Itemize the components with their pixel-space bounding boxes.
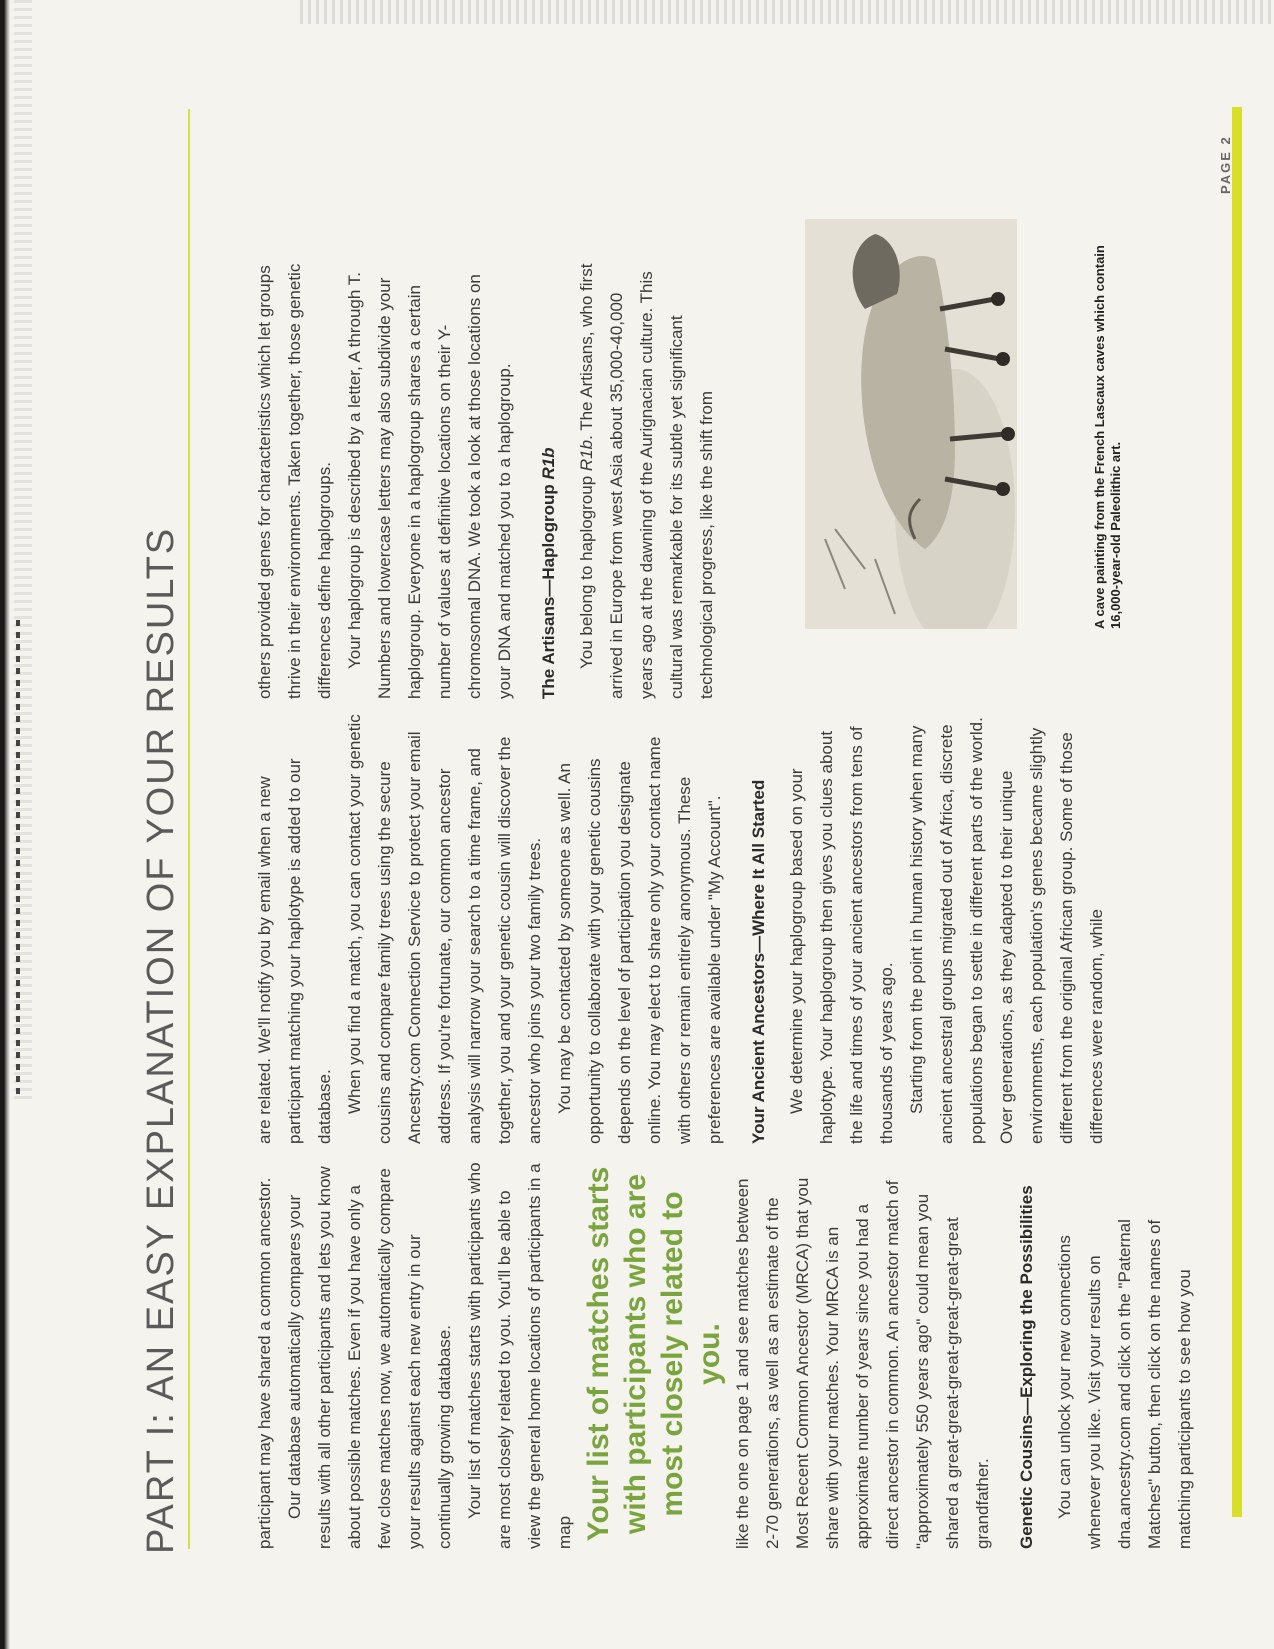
cave-painting-drawing <box>805 219 1017 629</box>
page-title: PART I: AN EASY EXPLANATION OF YOUR RESULTS <box>140 526 182 1554</box>
page-number: PAGE 2 <box>1218 135 1233 194</box>
col3-paragraph-2: Your haplogroup is described by a letter, A through T. Numbers and lowercase letters may also subdivide your haplogroup. Everyone in a haplogroup shares a certain number of values at definitive locations on their Y-chromosomal DNA. We took a look at those locations on your DNA and matched you to a haplogroup. <box>345 272 514 699</box>
pull-quote: Your list of matches starts with participants who are most closely related to you. <box>582 1166 726 1542</box>
figure-caption: A cave painting from the French Lascaux caves which contain 16,000-year-old Paleolithic art. <box>1092 245 1123 629</box>
col2-paragraph-3: You may be contacted by someone as well. An opportunity to collaborate with your genetic cousins depends on the level of participation you designate online. You may elect to share only your contact name with others or remain entirely anonymous. These preferences are available under "My Account". <box>555 736 724 1144</box>
accent-bar <box>1232 107 1242 1517</box>
title-rule <box>188 109 190 1549</box>
cave-painting-image <box>805 219 1017 629</box>
heading-artisans-haplogroup: R1b <box>539 447 558 480</box>
col1-paragraph-2: Our database automatically compares your results with all other participants and lets you know about possible matches. Even if you have only a few close matches now, we automatically compare your results against each new entry in our continually growing database. <box>285 1166 454 1549</box>
col3-paragraph-3-haplogroup: R1b <box>577 439 596 472</box>
col2-paragraph-1: are related. We'll notify you by email when a new participant matching your haplotype is added to our database. <box>255 758 334 1144</box>
col3-paragraph-3-lead: You belong to haplogroup <box>577 471 596 669</box>
col2-paragraph-5: Starting from the point in human history when many ancient ancestral groups migrated out of Africa, discrete populations began to settle in different parts of the world. Over generations, as they adapted to their unique environments, each population's genes became slightly different from the original African group. Some of those differences were random, while <box>907 717 1106 1144</box>
col3-paragraph-3-rest: . The Artisans, who first arrived in Europe from west Asia about 35,000-40,000 years ago at the dawning of the Aurignacian culture. This cultural was remarkable for its subtle yet significant technological progress, like the shift from <box>577 263 716 699</box>
col1-paragraph-4: like the one on page 1 and see matches between 2-70 generations, as well as an estimate of the Most Recent Common Ancestor (MRCA) that you share with your matches. Your MRCA is an approximate number of years since you had a direct ancestor in common. An ancestor match of "approximately 550 years ago" could mean you shared a great-great-great-great-great-great grandfather. <box>733 1177 992 1549</box>
col1-paragraph-1: participant may have shared a common ancestor. <box>255 1177 274 1549</box>
heading-genetic-cousins: Genetic Cousins—Exploring the Possibilities <box>1017 1185 1036 1549</box>
col2-paragraph-4: We determine your haplogroup based on your haplotype. Your haplogroup then gives you clues about the life and times of your ancient ancestors from tens of thousands of years ago. <box>787 726 896 1144</box>
col2-paragraph-2: When you find a match, you can contact your genetic cousins and compare family trees using the secure Ancestry.com Connection Service to protect your email address. If you're fortunate, our common ancestor analysis will narrow your search to a time frame, and together, you and your genetic cousin will discover the ancestor who joins your two family trees. <box>345 714 544 1144</box>
heading-ancient-ancestors: Your Ancient Ancestors—Where It All Started <box>749 779 768 1144</box>
col3-paragraph-1: others provided genes for characteristics which let groups thrive in their environments. Taken together, those genetic differences define haplogroups. <box>255 263 334 699</box>
column-3 <box>250 249 722 699</box>
col1-paragraph-5: You can unlock your new connections whenever you like. Visit your results on dna.ancestry.com and click on the "Paternal Matches" button, then click on the names of matching participants to see how you <box>1055 1219 1194 1549</box>
col3-paragraph-3 <box>572 249 722 699</box>
column-1 <box>250 1159 1200 1549</box>
column-2 <box>250 714 1112 1144</box>
heading-artisans-text: The Artisans—Haplogroup <box>539 479 558 699</box>
heading-artisans <box>534 249 564 699</box>
col1-paragraph-3: Your list of matches starts with participants who are most closely related to you. You'll be able to view the general home locations of participants in a map <box>465 1162 574 1549</box>
